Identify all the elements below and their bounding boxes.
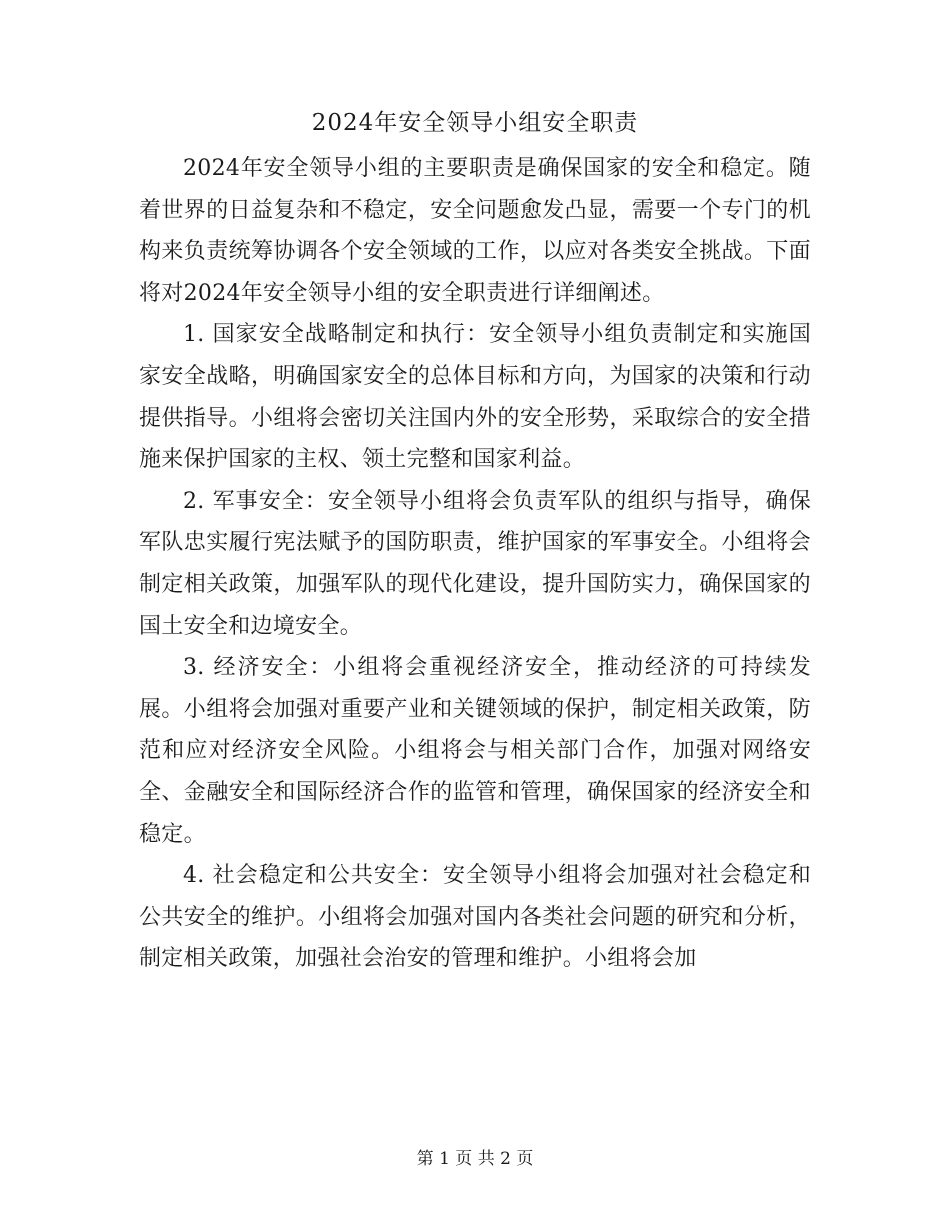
paragraph-economic-security: 3. 经济安全：小组将会重视经济安全，推动经济的可持续发展。小组将会加强对重要产业和关键领域的保护，制定相关政策，防范和应对经济安全风险。小组将会与相关部门合作，加强对网络安全、金融安全和国际经济合作的监管和管理，确保国家的经济安全和稳定。 bbox=[139, 655, 811, 847]
paragraph-national-security-strategy: 1. 国家安全战略制定和执行：安全领导小组负责制定和实施国家安全战略，明确国家安全的总体目标和方向，为国家的决策和行动提供指导。小组将会密切关注国内外的安全形势，采取综合的安全措施来保护国家的主权、领土完整和国家利益。 bbox=[139, 322, 811, 473]
paragraph-military-security: 2. 军事安全：安全领导小组将会负责军队的组织与指导，确保军队忠实履行宪法赋予的国防职责，维护国家的军事安全。小组将会制定相关政策，加强军队的现代化建设，提升国防实力，确保国家的国土安全和边境安全。 bbox=[139, 488, 811, 639]
document-title: 2024年安全领导小组安全职责 bbox=[311, 110, 639, 136]
document-body bbox=[139, 148, 811, 980]
intro-paragraph: 2024年安全领导小组的主要职责是确保国家的安全和稳定。随着世界的日益复杂和不稳定，安全问题愈发凸显，需要一个专门的机构来负责统筹协调各个安全领域的工作，以应对各类安全挑战。下面将对2024年安全领导小组的安全职责进行详细阐述。 bbox=[139, 156, 811, 306]
paragraph-social-stability: 4. 社会稳定和公共安全：安全领导小组将会加强对社会稳定和公共安全的维护。小组将会加强对国内各类社会问题的研究和分析，制定相关政策，加强社会治安的管理和维护。小组将会加 bbox=[139, 863, 811, 972]
page-number-footer: 第 1 页 共 2 页 bbox=[416, 1149, 534, 1169]
